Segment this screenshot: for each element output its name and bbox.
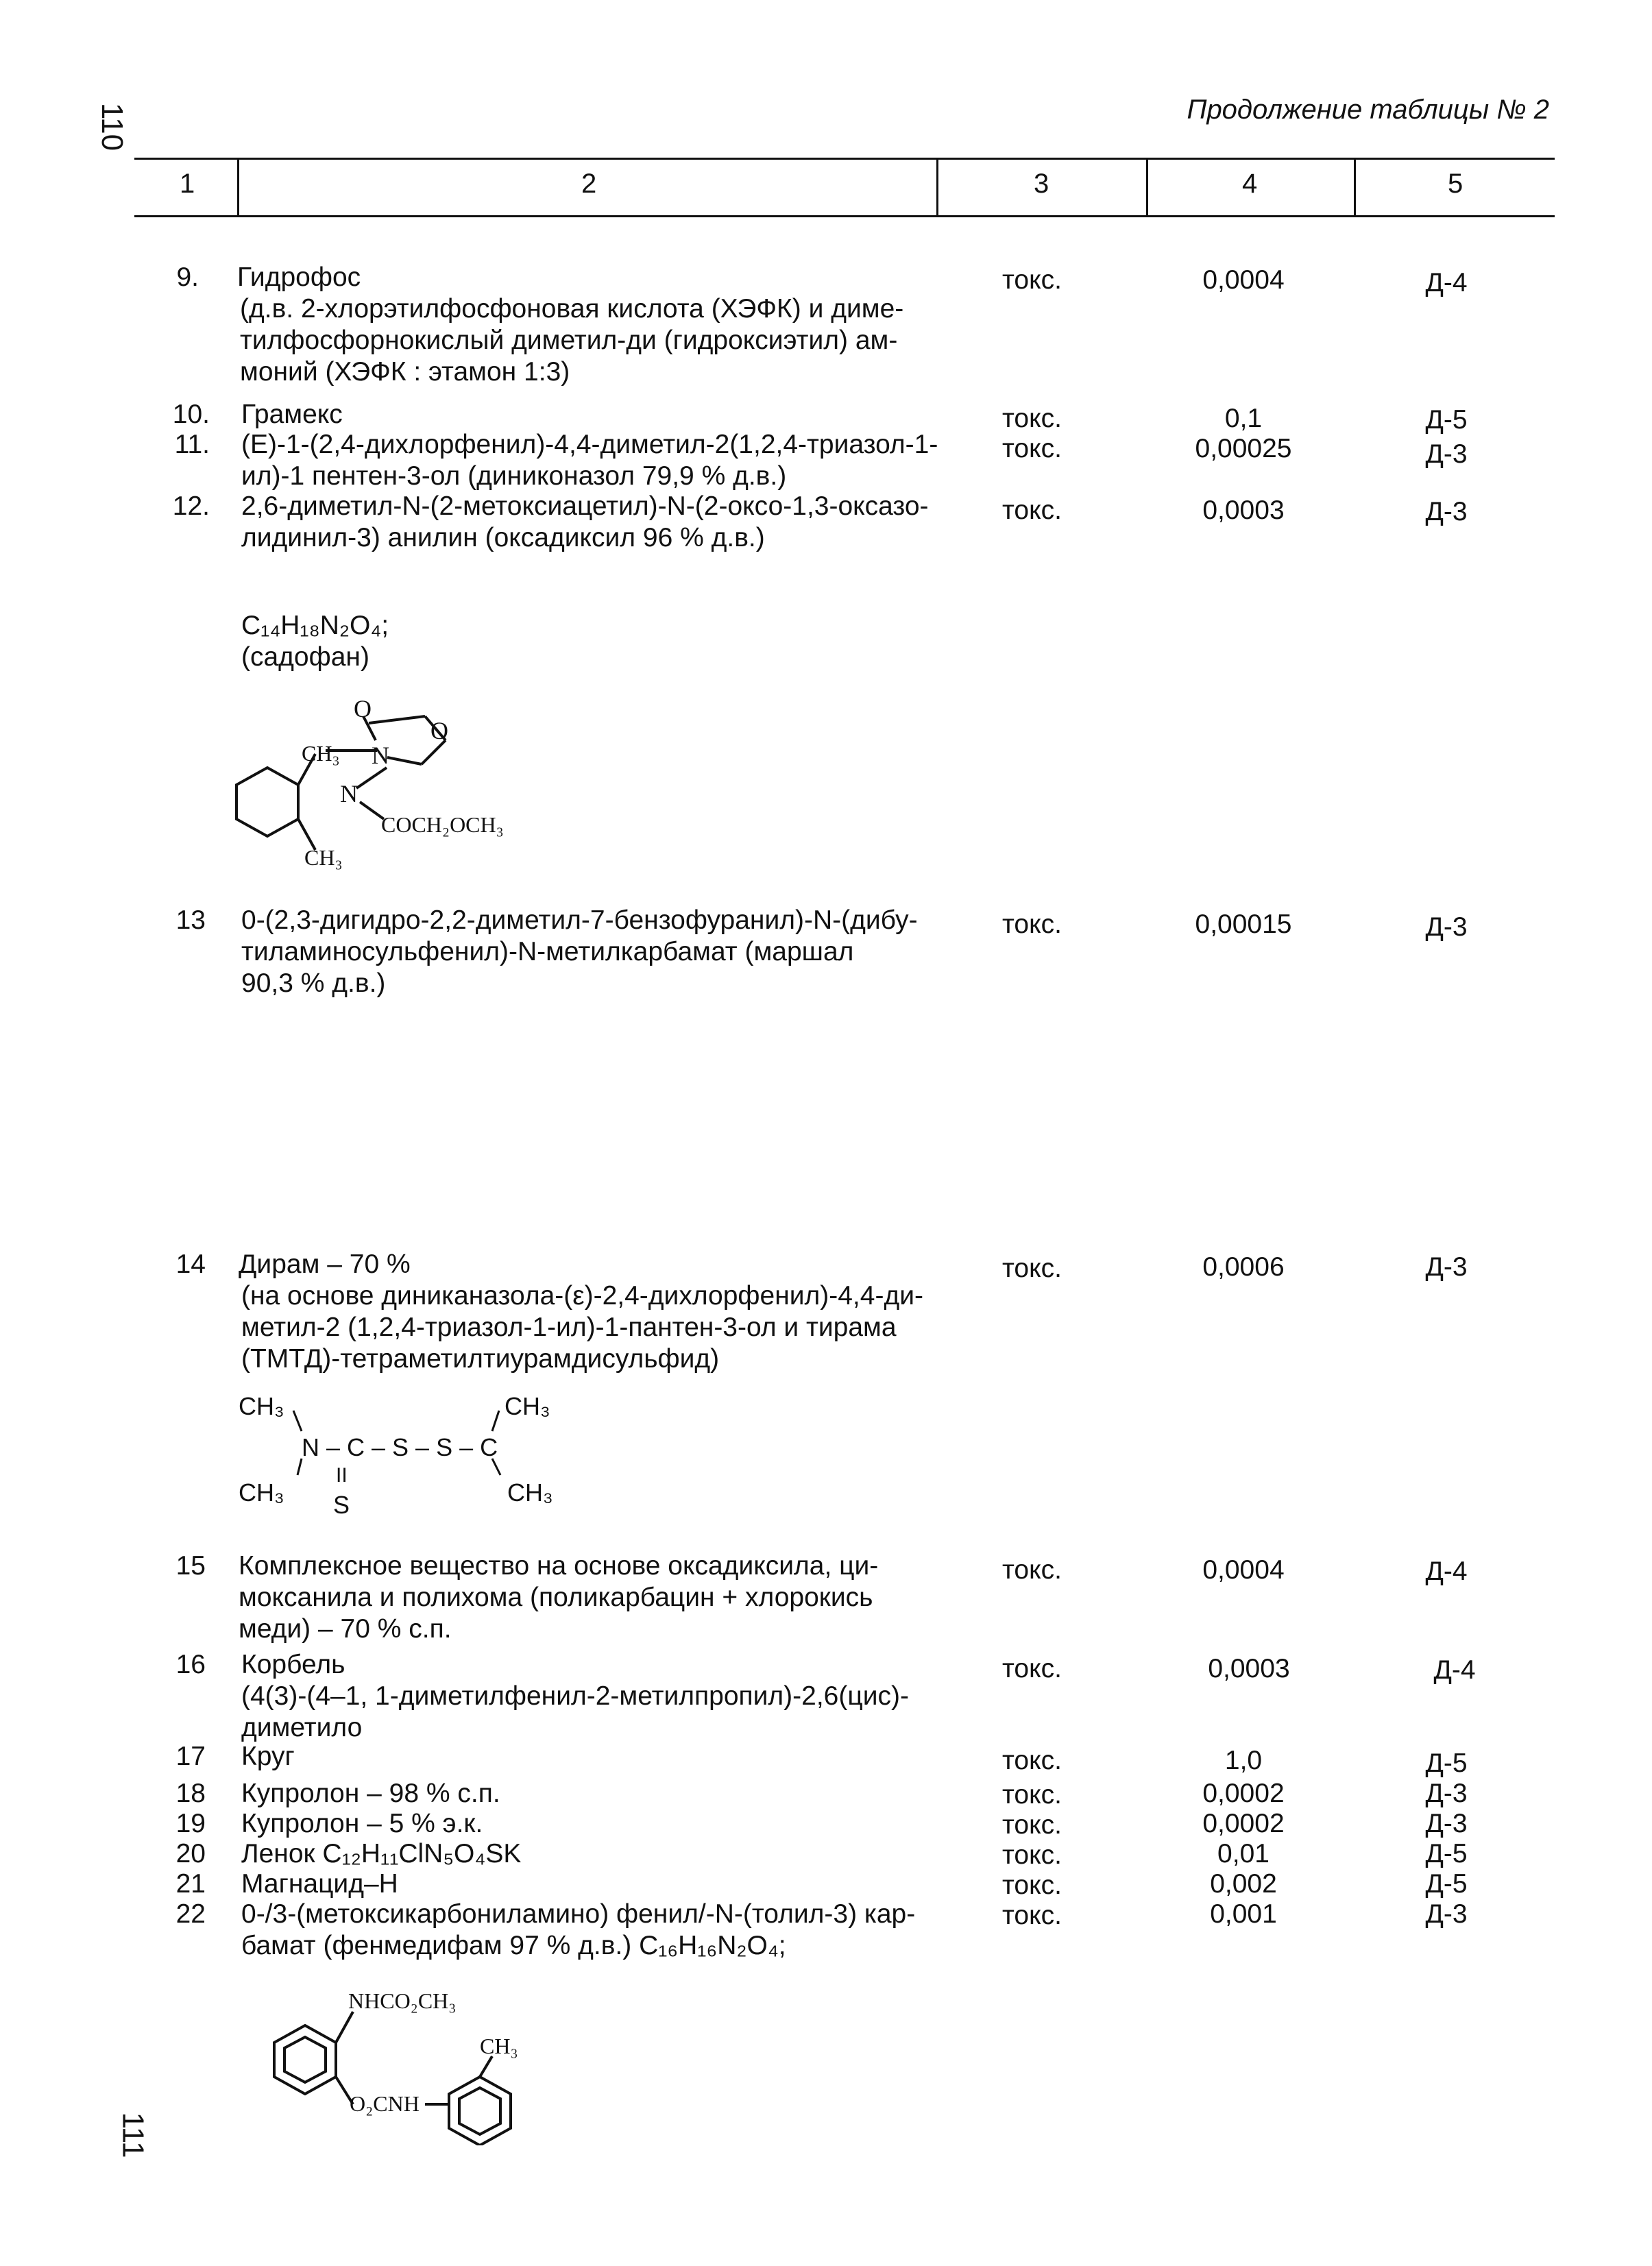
row-class: Д-5 [1425,405,1468,435]
column-header: 2 [581,169,597,199]
row-value: 0,0003 [1202,496,1285,525]
row-value: 0,0003 [1208,1654,1290,1683]
row-number: 20 [175,1839,206,1868]
structure-thiram [233,1390,590,1527]
row-name: Дирам – 70 % [239,1250,411,1279]
header-top-rule [134,158,1555,160]
row-name: моксанила и полихома (поликарбацин + хлорокись [239,1583,873,1612]
row-name: 2,6-диметил-N-(2-метоксиацетил)-N-(2-оксо-1,3-оксазо- [241,491,929,521]
row-name: Магнацид–Н [241,1869,398,1899]
page-number-top: 110 [95,102,130,151]
row-name: (д.в. 2-хлорэтилфосфоновая кислота (ХЭФК) и диме- [240,294,904,324]
column-header: 5 [1448,169,1463,199]
row-class: Д-3 [1425,1899,1468,1929]
row-hazard: токс. [1002,1840,1062,1870]
row-name: диметило [241,1713,363,1742]
row-name: Купролон – 98 % с.п. [241,1779,500,1808]
methyl-label: CH₃ [304,845,343,870]
row-number: 17 [175,1742,206,1771]
nitrogen-label: N [340,780,358,807]
row-hazard: токс. [1002,434,1062,463]
row-hazard: токс. [1002,1555,1062,1585]
row-name: Ленок C₁₂H₁₁ClN₅O₄SK [241,1839,522,1868]
methyl-label: CH₃ [302,741,340,766]
row-number: 21 [175,1869,206,1899]
table-caption: Продолжение таблицы № 2 [1187,95,1549,125]
row-class: Д-5 [1425,1749,1468,1778]
column-header: 1 [180,169,195,199]
row-value: 0,001 [1210,1899,1277,1929]
row-number: 9. [176,263,199,292]
row-class: Д-3 [1425,1809,1468,1838]
row-name: меди) – 70 % с.п. [239,1614,452,1644]
row-value: 0,0004 [1202,265,1285,295]
row-name: бамат (фенмедифам 97 % д.в.) C₁₆H₁₆N₂O₄; [241,1931,786,1960]
row-value: 0,0006 [1202,1252,1285,1282]
row-value: 1,0 [1224,1746,1263,1775]
row-class: Д-3 [1425,439,1468,469]
column-header: 3 [1034,169,1049,199]
row-class: Д-3 [1425,1252,1468,1282]
row-value: 0,01 [1217,1839,1270,1868]
carbamate-label: NHCO₂CH₃ [348,1988,457,2013]
row-hazard: токс. [1002,1654,1062,1683]
sulfur-label: S [333,1491,350,1519]
row-value: 0,00015 [1195,910,1292,939]
row-name: (ТМТД)-тетраметилтиурамдисульфид) [241,1344,720,1374]
row-hazard: токс. [1002,1901,1062,1930]
row-name: Круг [241,1742,295,1771]
row-value: 0,00025 [1195,434,1292,463]
row-value: 0,0004 [1202,1555,1285,1585]
row-name: (на основе диниканазола-(ε)-2,4-дихлорфенил)-4,4-ди- [241,1281,923,1311]
row-number: 11. [174,430,210,459]
structure-phenmedipham [233,1974,548,2145]
row-class: Д-5 [1425,1869,1468,1899]
row-number: 22 [175,1899,206,1929]
row-name: тилфосфорнокислый диметил-ди (гидроксиэтил) ам- [240,326,898,355]
row-value: 0,0002 [1202,1779,1285,1808]
row-class: Д-3 [1425,1779,1468,1808]
row-class: Д-5 [1425,1839,1468,1868]
row-class: Д-4 [1425,268,1468,297]
row-hazard: токс. [1002,1810,1062,1840]
row-name: 0-(2,3-дигидро-2,2-диметил-7-бензофуранил)-N-(дибу- [241,905,918,935]
row-name: тиламиносульфенил)-N-метилкарбамат (маршал [241,937,854,966]
row-name: (4(3)-(4–1, 1-диметилфенил-2-метилпропил)-2,6(цис)- [241,1681,909,1711]
row-hazard: токс. [1002,1254,1062,1283]
side-chain-label: COCH₂OCH₃ [381,812,504,837]
structure-oxadixyl [219,692,548,877]
row-hazard: токс. [1002,910,1062,939]
row-value: 0,002 [1210,1869,1277,1899]
row-name: 0-/3-(метоксикарбониламино) фенил/-N-(толил-3) кар- [241,1899,916,1929]
row-hazard: токс. [1002,1871,1062,1900]
methyl-label: CH₃ [239,1392,284,1420]
double-bond-label: II [336,1464,348,1487]
row-hazard: токс. [1002,496,1062,525]
row-value: 0,0002 [1202,1809,1285,1838]
row-name: Комплексное вещество на основе оксадиксила, ци- [239,1551,879,1581]
row-number: 12. [172,491,210,521]
row-hazard: токс. [1002,1780,1062,1810]
oxygen-label: O [354,695,372,722]
row-hazard: токс. [1002,404,1062,433]
row-name: метил-2 (1,2,4-триазол-1-ил)-1-пантен-3-ол и тирама [241,1313,897,1342]
row-name: лидинил-3) анилин (оксадиксил 96 % д.в.) [241,523,765,552]
row-name: Гидрофос [237,263,361,292]
row-number: 13 [175,905,206,935]
row-name: (Е)-1-(2,4-дихлорфенил)-4,4-диметил-2(1,2,4-триазол-1- [241,430,938,459]
link-label: O₂CNH [350,2091,420,2116]
header-divider [1354,159,1356,215]
oxygen-label: O [430,717,448,744]
chain-label: N – C – S – S – C [302,1433,498,1461]
methyl-label: CH₃ [480,2034,518,2058]
row-name: ил)-1 пентен-3-ол (диниконазол 79,9 % д.в.) [241,461,787,491]
row-number: 18 [175,1779,206,1808]
row-number: 10. [172,400,210,429]
row-class: Д-3 [1425,912,1468,942]
row-number: 14 [175,1250,206,1279]
row-hazard: токс. [1002,1746,1062,1775]
header-divider [1146,159,1148,215]
methyl-label: CH₃ [507,1478,553,1507]
row-class: Д-4 [1425,1557,1468,1586]
row-name: моний (ХЭФК : этамон 1:3) [240,357,570,387]
methyl-label: CH₃ [239,1478,284,1507]
header-divider [936,159,938,215]
row-number: 15 [175,1551,206,1581]
nitrogen-label: N [372,742,389,769]
header-divider [237,159,239,215]
page-number-bottom: 111 [116,2112,150,2158]
row-class: Д-3 [1425,497,1468,526]
header-bottom-rule [134,215,1555,217]
row-number: 19 [175,1809,206,1838]
methyl-label: CH₃ [505,1392,550,1420]
row-class: Д-4 [1433,1655,1476,1685]
row-name: Купролон – 5 % э.к. [241,1809,483,1838]
formula-12: C₁₄H₁₈N₂O₄; [241,611,389,640]
column-header: 4 [1242,169,1258,199]
row-number: 16 [175,1650,206,1679]
row-hazard: токс. [1002,265,1062,295]
formula-12-name: (садофан) [241,642,369,672]
row-name: Корбель [241,1650,345,1679]
row-name: Грамекс [241,400,343,429]
row-value: 0,1 [1224,404,1263,433]
row-name: 90,3 % д.в.) [241,968,386,998]
